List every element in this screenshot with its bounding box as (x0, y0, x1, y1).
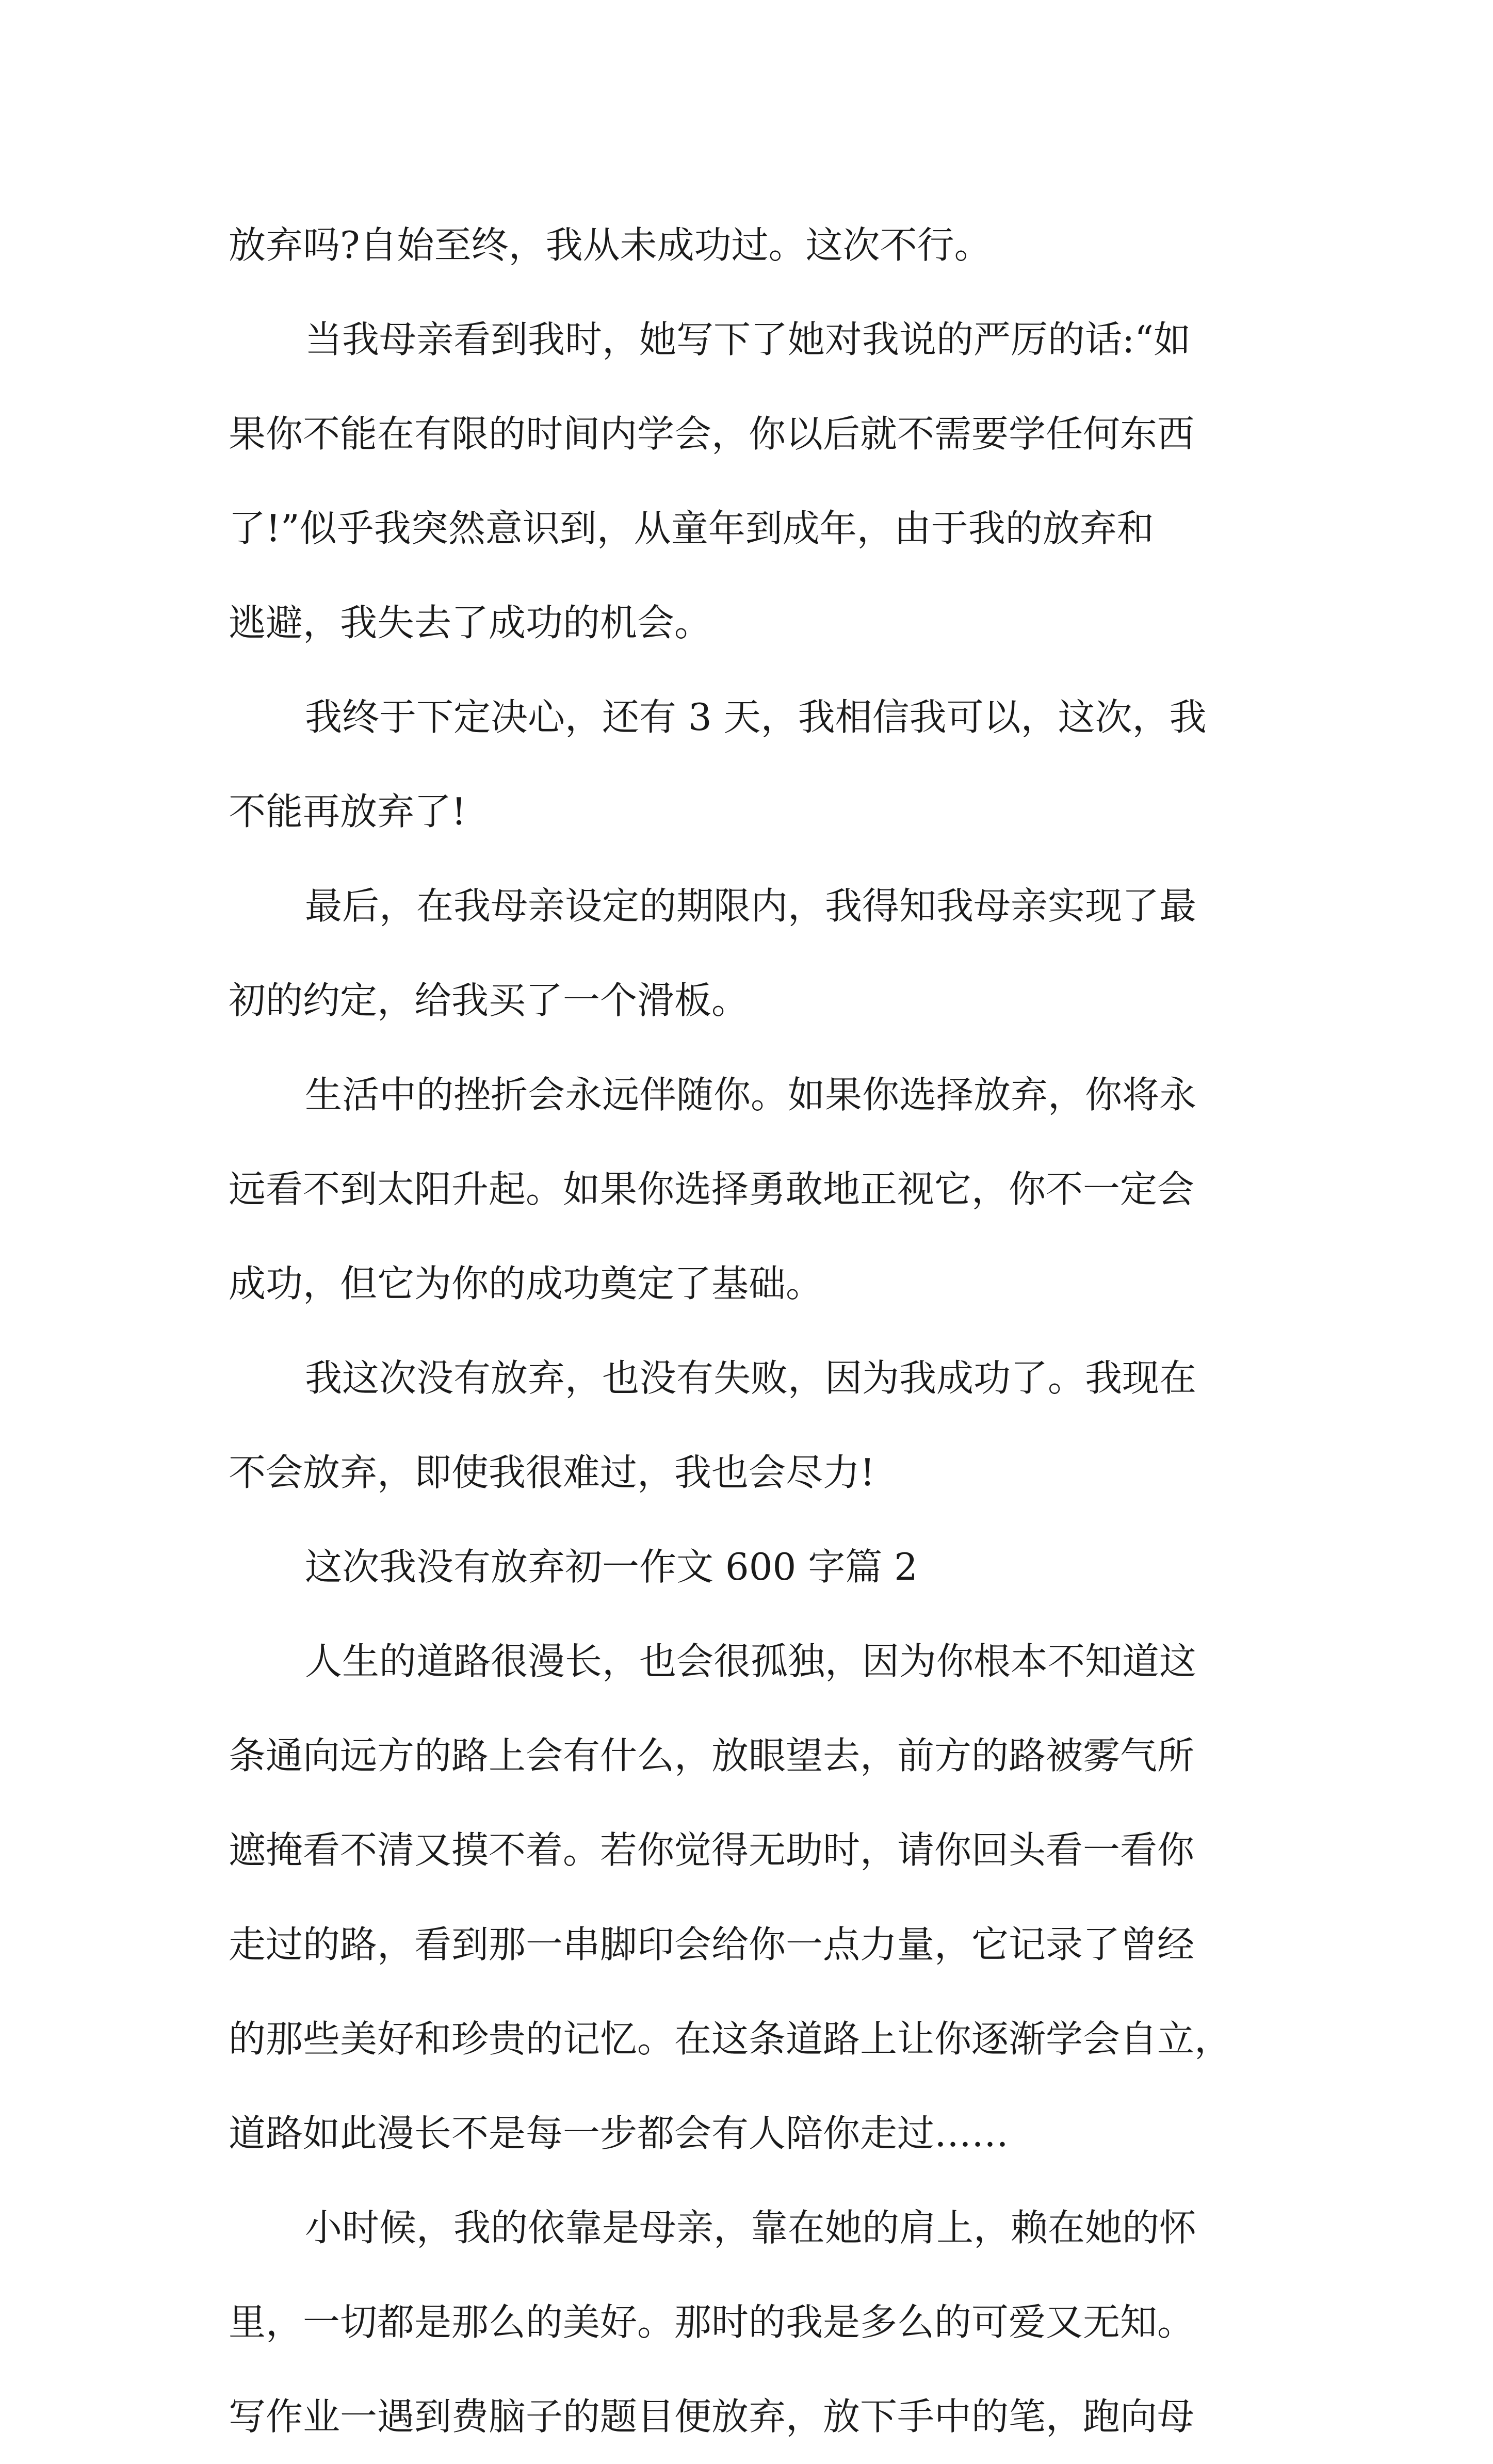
section-heading: 这次我没有放弃初一作文 600 字篇 2 (305, 1545, 918, 1588)
text-line-7: 不能再放弃了! (229, 790, 466, 833)
text-line-5: 逃避，我失去了成功的机会。 (229, 601, 712, 644)
text-line-14: 不会放弃，即使我很难过，我也会尽力! (229, 1451, 875, 1494)
text-line-24: 写作业一遇到费脑子的题目便放弃，放下手中的笔，跑向母 (229, 2395, 1195, 2438)
text-line-3: 果你不能在有限的时间内学会，你以后就不需要学任何东西 (229, 412, 1195, 456)
text-line-23: 里，一切都是那么的美好。那时的我是多么的可爱又无知。 (229, 2300, 1195, 2344)
text-line-8: 最后，在我母亲设定的期限内，我得知我母亲实现了最 (305, 884, 1197, 928)
text-line-11: 远看不到太阳升起。如果你选择勇敢地正视它，你不一定会 (229, 1168, 1195, 1211)
text-line-1: 放弃吗?自始至终，我从未成功过。这次不行。 (229, 223, 992, 267)
text-line-10: 生活中的挫折会永远伴随你。如果你选择放弃，你将永 (305, 1073, 1197, 1116)
text-line-4: 了!”似乎我突然意识到，从童年到成年，由于我的放弃和 (229, 507, 1154, 550)
text-line-6: 我终于下定决心，还有 3 天，我相信我可以，这次，我 (305, 695, 1207, 739)
text-line-17: 条通向远方的路上会有什么，放眼望去，前方的路被雾气所 (229, 1734, 1195, 1777)
text-line-18: 遮掩看不清又摸不着。若你觉得无助时，请你回头看一看你 (229, 1828, 1195, 1872)
text-line-16: 人生的道路很漫长，也会很孤独，因为你根本不知道这 (305, 1640, 1197, 1683)
text-line-13: 我这次没有放弃，也没有失败，因为我成功了。我现在 (305, 1356, 1197, 1400)
body-text (229, 198, 1281, 2464)
text-line-22: 小时候，我的依靠是母亲，靠在她的肩上，赖在她的怀 (305, 2206, 1197, 2249)
text-line-9: 初的约定，给我买了一个滑板。 (229, 979, 749, 1022)
text-line-2: 当我母亲看到我时，她写下了她对我说的严厉的话:“如 (305, 318, 1191, 361)
text-line-19: 走过的路，看到那一串脚印会给你一点力量，它记录了曾经 (229, 1923, 1195, 1966)
text-line-20: 的那些美好和珍贵的记忆。在这条道路上让你逐渐学会自立， (229, 2017, 1232, 2061)
text-line-21: 道路如此漫长不是每一步都会有人陪你走过…… (229, 2112, 1009, 2155)
text-line-12: 成功，但它为你的成功奠定了基础。 (229, 1262, 823, 1305)
